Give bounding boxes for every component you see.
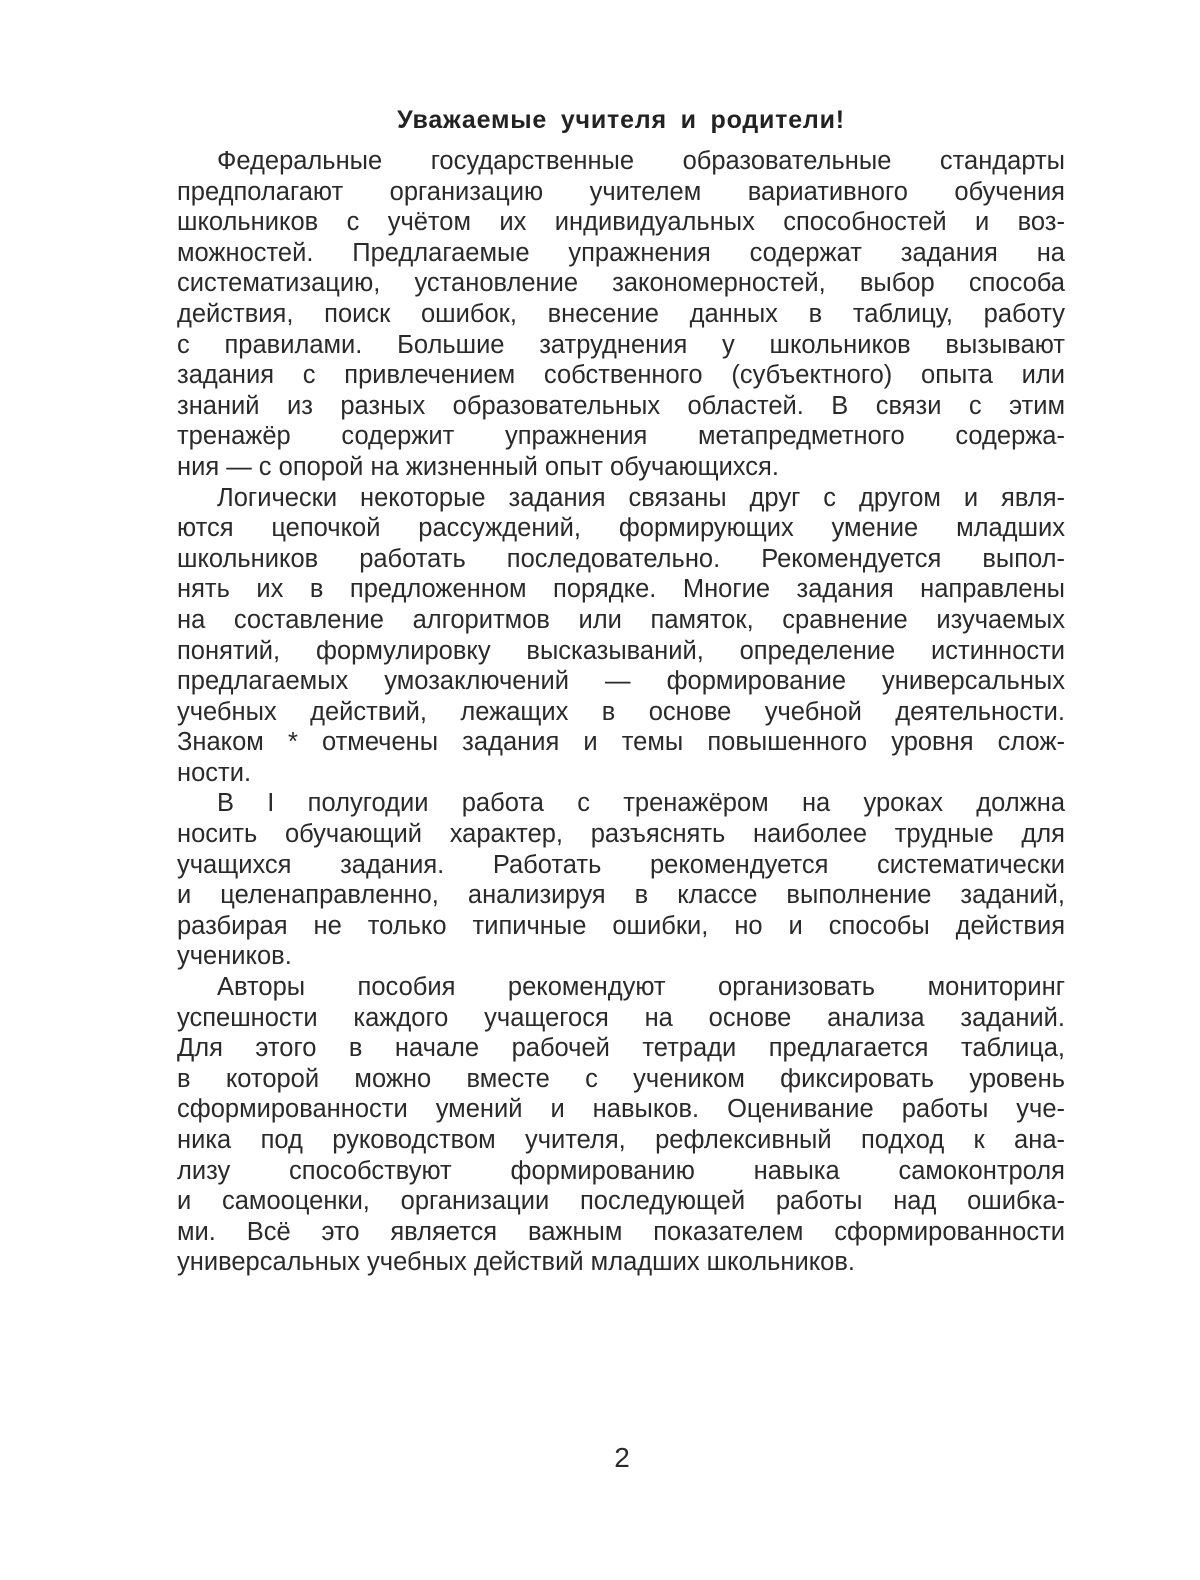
text-line: и целенаправленно, анализируя в классе выполнение заданий,	[177, 881, 1065, 910]
text-line: учащихся задания. Работать рекомендуется систематически	[177, 850, 1065, 879]
text-line: школьников с учётом их индивидуальных способностей и воз-	[177, 208, 1065, 237]
text-line: Для этого в начале рабочей тетради предлагается таблица,	[177, 1034, 1065, 1063]
paragraph-2	[177, 483, 1065, 789]
text-line: действия, поиск ошибок, внесение данных в таблицу, работу	[177, 299, 1065, 328]
text-line: предлагаемых умозаключений — формирование универсальных	[177, 667, 1065, 696]
paragraph-1	[177, 146, 1065, 483]
text-line: предполагают организацию учителем вариативного обучения	[177, 177, 1065, 206]
text-line: сформированности умений и навыков. Оценивание работы уче-	[177, 1095, 1065, 1124]
text-line: тренажёр содержит упражнения метапредметного содержа-	[177, 422, 1065, 451]
text-line: ности.	[177, 758, 252, 787]
text-line: понятий, формулировку высказываний, определение истинности	[177, 636, 1065, 665]
text-line: ника под руководством учителя, рефлексивный подход к ана-	[177, 1126, 1065, 1154]
text-line: и самооценки, организации последующей работы над ошибка-	[177, 1187, 1065, 1216]
text-line: на составление алгоритмов или памяток, сравнение изучаемых	[177, 605, 1065, 634]
text-line: успешности каждого учащегося на основе анализа заданий.	[177, 1003, 1065, 1032]
text-line: лизу способствуют формированию навыка самоконтроля	[177, 1156, 1065, 1185]
text-line: задания с привлечением собственного (субъектного) опыта или	[177, 361, 1065, 390]
text-line: ния — с опорой на жизненный опыт обучающихся.	[177, 452, 779, 481]
text-line: можностей. Предлагаемые упражнения содержат задания на	[177, 238, 1065, 267]
text-line: Знаком * отмечены задания и темы повышенного уровня слож-	[177, 728, 1065, 757]
text-line: знаний из разных образовательных областей. В связи с этим	[177, 391, 1065, 420]
text-line: разбирая не только типичные ошибки, но и способы действия	[177, 911, 1065, 940]
page-number: 2	[614, 1442, 630, 1473]
text-line: с правилами. Большие затруднения у школьников вызывают	[177, 330, 1065, 359]
text-line: Логически некоторые задания связаны друг с другом и явля-	[217, 483, 1065, 512]
paragraph-3	[177, 788, 1065, 972]
page-heading: Уважаемые учителя и родители!	[397, 106, 845, 134]
text-line: ются цепочкой рассуждений, формирующих умение младших	[177, 514, 1065, 543]
text-line: систематизацию, установление закономерностей, выбор способа	[177, 269, 1065, 298]
text-line: Авторы пособия рекомендуют организовать мониторинг	[217, 973, 1065, 1002]
text-line: В I полугодии работа с тренажёром на уроках должна	[217, 789, 1065, 818]
body-text	[177, 146, 1065, 1278]
paragraph-4	[177, 972, 1065, 1278]
text-line: нять их в предложенном порядке. Многие задания направлены	[177, 575, 1065, 604]
text-line: ми. Всё это является важным показателем сформированности	[177, 1217, 1065, 1246]
text-line: в которой можно вместе с учеником фиксировать уровень	[177, 1064, 1065, 1093]
text-line: Федеральные государственные образовательные стандарты	[217, 147, 1065, 175]
text-line: школьников работать последовательно. Рекомендуется выпол-	[177, 544, 1065, 573]
text-line: учебных действий, лежащих в основе учебной деятельности.	[177, 697, 1065, 726]
text-line: универсальных учебных действий младших школьников.	[177, 1248, 855, 1277]
text-line: носить обучающий характер, разъяснять наиболее трудные для	[177, 820, 1065, 849]
text-line: учеников.	[177, 942, 292, 971]
